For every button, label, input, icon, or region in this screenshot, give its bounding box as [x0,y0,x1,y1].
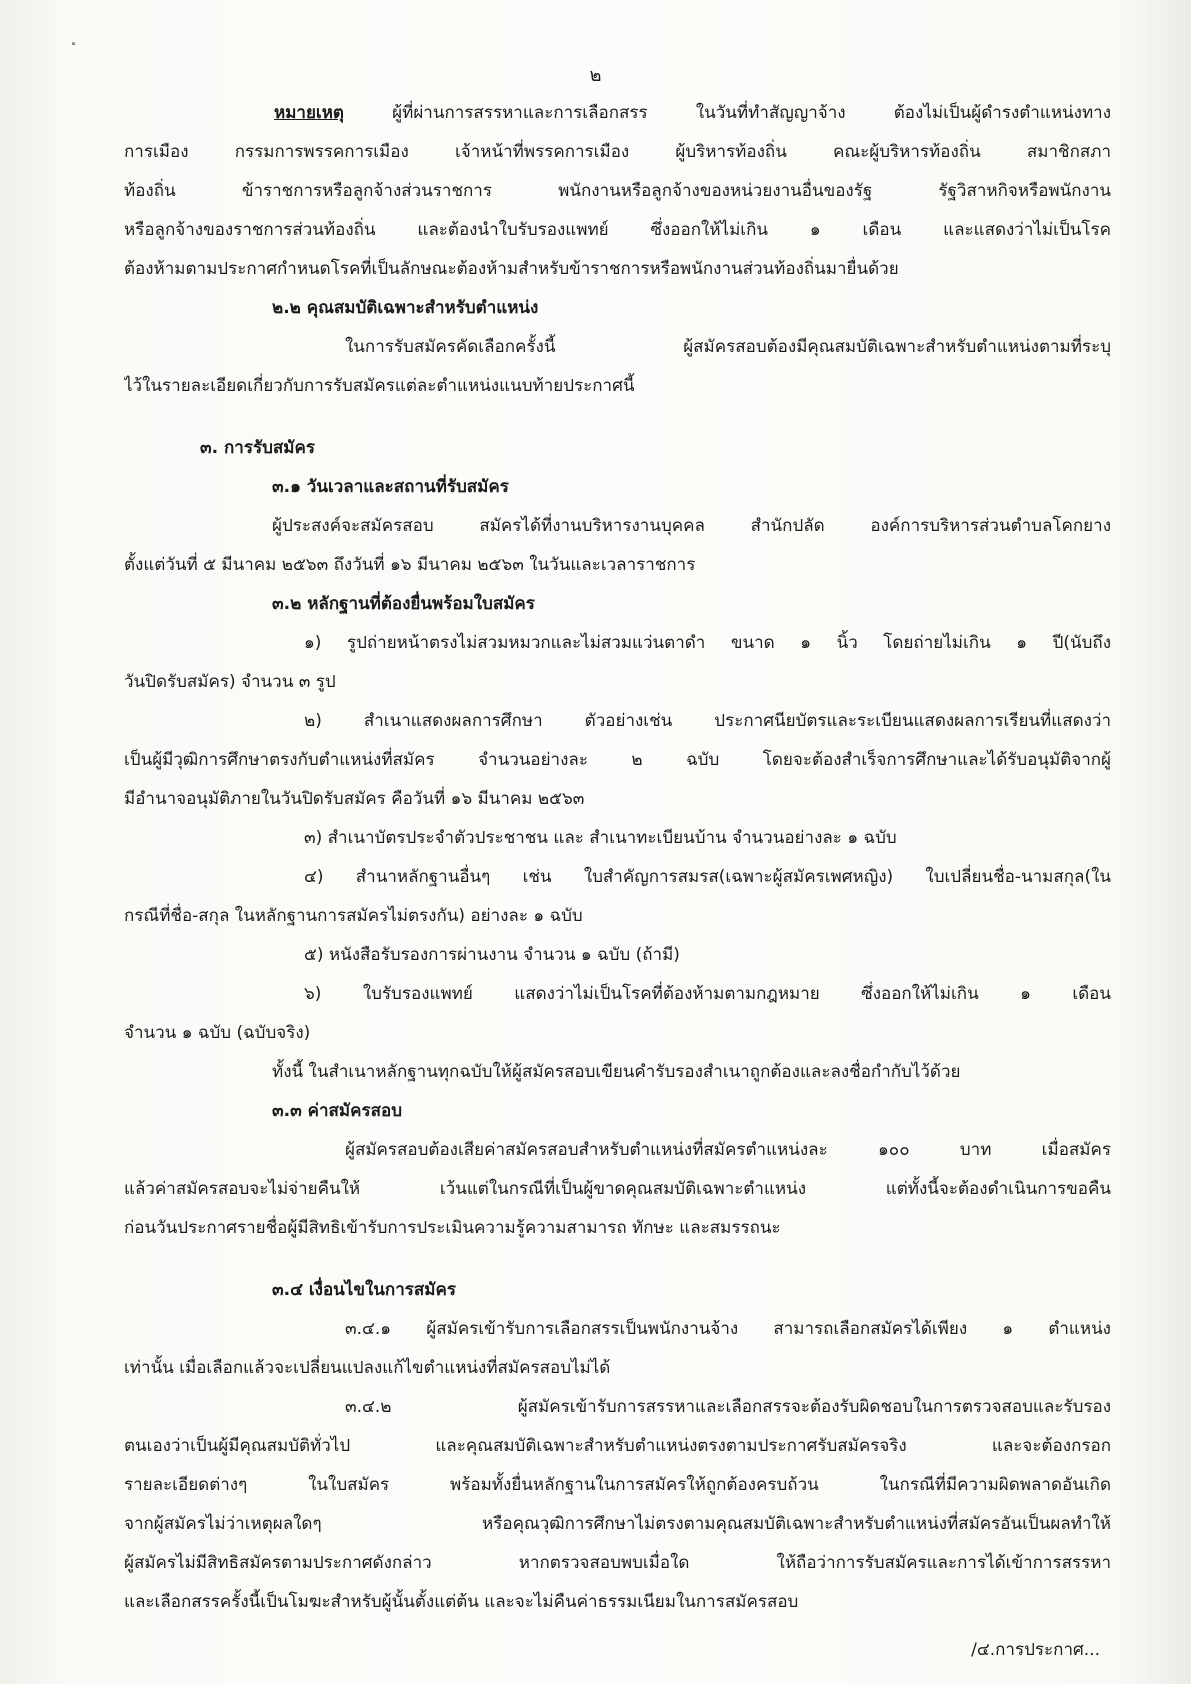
section-2-2-line-2: ไว้ในรายละเอียดเกี่ยวกับการรับสมัครแต่ละตำแหน่งแนบท้ายประกาศนี้ [124,376,635,396]
note-line-4: หรือลูกจ้างของราชการส่วนท้องถิ่น และต้องนำใบรับรองแพทย์ ซึ่งออกให้ไม่เกิน ๑ เดือน และแสดงว่าไม่เป็นโรค [124,220,1111,240]
note-text: ผู้ที่ผ่านการสรรหาและการเลือกสรร ในวันที่ทำสัญญาจ้าง ต้องไม่เป็นผู้ดำรงตำแหน่งทาง [392,103,1111,123]
section-3-1-line-2: ตั้งแต่วันที่ ๕ มีนาคม ๒๕๖๓ ถึงวันที่ ๑๖ มีนาคม ๒๕๖๓ ในวันและเวลาราชการ [124,555,696,575]
condition-2-line-5: ผู้สมัครไม่มีสิทธิสมัครตามประกาศดังกล่าว หากตรวจสอบพบเมื่อใด ให้ถือว่าการรับสมัครและการได้เข้าการสรรหา [124,1553,1111,1573]
doc-item-4-line-2: กรณีที่ชื่อ-สกุล ในหลักฐานการสมัครไม่ตรงกัน) อย่างละ ๑ ฉบับ [124,906,583,926]
section-3-1-heading: ๓.๑ วันเวลาและสถานที่รับสมัคร [272,477,509,497]
condition-2-line-3: รายละเอียดต่างๆ ในใบสมัคร พร้อมทั้งยื่นหลักฐานในการสมัครให้ถูกต้องครบถ้วน ในกรณีที่มีความผิดพลาดอันเกิด [124,1475,1111,1495]
condition-2-line-1: ๓.๔.๒ ผู้สมัครเข้ารับการสรรหาและเลือกสรรจะต้องรับผิดชอบในการตรวจสอบและรับรอง [345,1397,1111,1417]
section-3-3-line-3: ก่อนวันประกาศรายชื่อผู้มีสิทธิเข้ารับการประเมินความรู้ความสามารถ ทักษะ และสมรรถนะ [124,1218,781,1238]
condition-2-line-2: ตนเองว่าเป็นผู้มีคุณสมบัติทั่วไป และคุณสมบัติเฉพาะสำหรับตำแหน่งตรงตามประกาศรับสมัครจริง และจะต้องกรอก [124,1436,1111,1456]
doc-item-6-line-1: ๖) ใบรับรองแพทย์ แสดงว่าไม่เป็นโรคที่ต้องห้ามตามกฎหมาย ซึ่งออกให้ไม่เกิน ๑ เดือน [304,984,1111,1004]
doc-item-4-line-1: ๔) สำนาหลักฐานอื่นๆ เช่น ใบสำคัญการสมรส(เฉพาะผู้สมัครเพศหญิง) ใบเปลี่ยนชื่อ-นามสกุล(ใน [304,867,1111,887]
continuation-note: /๔.การประกาศ... [971,1640,1100,1660]
section-3-4-heading: ๓.๔ เงื่อนไขในการสมัคร [272,1280,456,1300]
doc-item-1-line-2: วันปิดรับสมัคร) จำนวน ๓ รูป [124,672,336,692]
doc-item-1-line-1: ๑) รูปถ่ายหน้าตรงไม่สวมหมวกและไม่สวมแว่นตาดำ ขนาด ๑ นิ้ว โดยถ่ายไม่เกิน ๑ ปี(นับถึง [304,633,1111,653]
doc-item-6-line-2: จำนวน ๑ ฉบับ (ฉบับจริง) [124,1023,311,1043]
section-3-2-heading: ๓.๒ หลักฐานที่ต้องยื่นพร้อมใบสมัคร [272,594,535,614]
section-3-3-heading: ๓.๓ ค่าสมัครสอบ [272,1101,402,1121]
note-line-1 [124,98,1111,128]
condition-1-line-1: ๓.๔.๑ ผู้สมัครเข้ารับการเลือกสรรเป็นพนักงานจ้าง สามารถเลือกสมัครได้เพียง ๑ ตำแหน่ง [345,1319,1111,1339]
page-number: ๒ [589,65,602,86]
section-3-3-line-1: ผู้สมัครสอบต้องเสียค่าสมัครสอบสำหรับตำแหน่งที่สมัครตำแหน่งละ ๑๐๐ บาท เมื่อสมัคร [345,1140,1111,1160]
section-3-3-line-2: แล้วค่าสมัครสอบจะไม่จ่ายคืนให้ เว้นแต่ในกรณีที่เป็นผู้ขาดคุณสมบัติเฉพาะตำแหน่ง แต่ทั้งนี้จะต้องดำเนินการขอคืน [124,1179,1111,1199]
section-2-2-heading: ๒.๒ คุณสมบัติเฉพาะสำหรับตำแหน่ง [272,298,539,318]
note-line-2: การเมือง กรรมการพรรคการเมือง เจ้าหน้าที่พรรคการเมือง ผู้บริหารท้องถิ่น คณะผู้บริหารท้องถิ่น สมาชิกสภา [124,142,1111,162]
condition-2-line-4: จากผู้สมัครไม่ว่าเหตุผลใดๆ หรือคุณวุฒิการศึกษาไม่ตรงตามคุณสมบัติเฉพาะสำหรับตำแหน่งที่สมัครอันเป็นผลทำให้ [124,1514,1111,1534]
doc-item-2-line-1: ๒) สำเนาแสดงผลการศึกษา ตัวอย่างเช่น ประกาศนียบัตรและระเบียนแสดงผลการเรียนที่แสดงว่า [304,711,1111,731]
note-label: หมายเหตุ [274,103,344,123]
doc-item-2-line-2: เป็นผู้มีวุฒิการศึกษาตรงกับตำแหน่งที่สมัคร จำนวนอย่างละ ๒ ฉบับ โดยจะต้องสำเร็จการศึกษาและได้รับอนุมัติจากผู้ [124,750,1111,770]
section-3-heading: ๓. การรับสมัคร [200,438,315,458]
section-3-1-line-1: ผู้ประสงค์จะสมัครสอบ สมัครได้ที่งานบริหารงานบุคคล สำนักปลัด องค์การบริหารส่วนตำบลโคกยาง [272,516,1111,536]
scan-mark: ˟ [70,42,77,58]
section-2-2-line-1: ในการรับสมัครคัดเลือกครั้งนี้ ผู้สมัครสอบต้องมีคุณสมบัติเฉพาะสำหรับตำแหน่งตามที่ระบุ [345,337,1111,357]
condition-1-line-2: เท่านั้น เมื่อเลือกแล้วจะเปลี่ยนแปลงแก้ไขตำแหน่งที่สมัครสอบไม่ได้ [124,1358,611,1378]
condition-2-line-6: และเลือกสรรครั้งนี้เป็นโมฆะสำหรับผู้นั้นตั้งแต่ต้น และจะไม่คืนค่าธรรมเนียมในการสมัครสอบ [124,1592,799,1612]
doc-item-2-line-3: มีอำนาจอนุมัติภายในวันปิดรับสมัคร คือวันที่ ๑๖ มีนาคม ๒๕๖๓ [124,789,585,809]
note-line-3: ท้องถิ่น ข้าราชการหรือลูกจ้างส่วนราชการ พนักงานหรือลูกจ้างของหน่วยงานอื่นของรัฐ รัฐวิสาหกิจหรือพนักงาน [124,181,1111,201]
doc-item-5: ๕) หนังสือรับรองการผ่านงาน จำนวน ๑ ฉบับ (ถ้ามี) [304,945,680,965]
note-line-5: ต้องห้ามตามประกาศกำหนดโรคที่เป็นลักษณะต้องห้ามสำหรับข้าราชการหรือพนักงานส่วนท้องถิ่นมายื่นด้วย [124,259,899,279]
section-3-2-closing: ทั้งนี้ ในสำเนาหลักฐานทุกฉบับให้ผู้สมัครสอบเขียนคำรับรองสำเนาถูกต้องและลงชื่อกำกับไว้ด้วย [272,1062,961,1082]
doc-item-3: ๓) สำเนาบัตรประจำตัวประชาชน และ สำเนาทะเบียนบ้าน จำนวนอย่างละ ๑ ฉบับ [304,828,897,848]
